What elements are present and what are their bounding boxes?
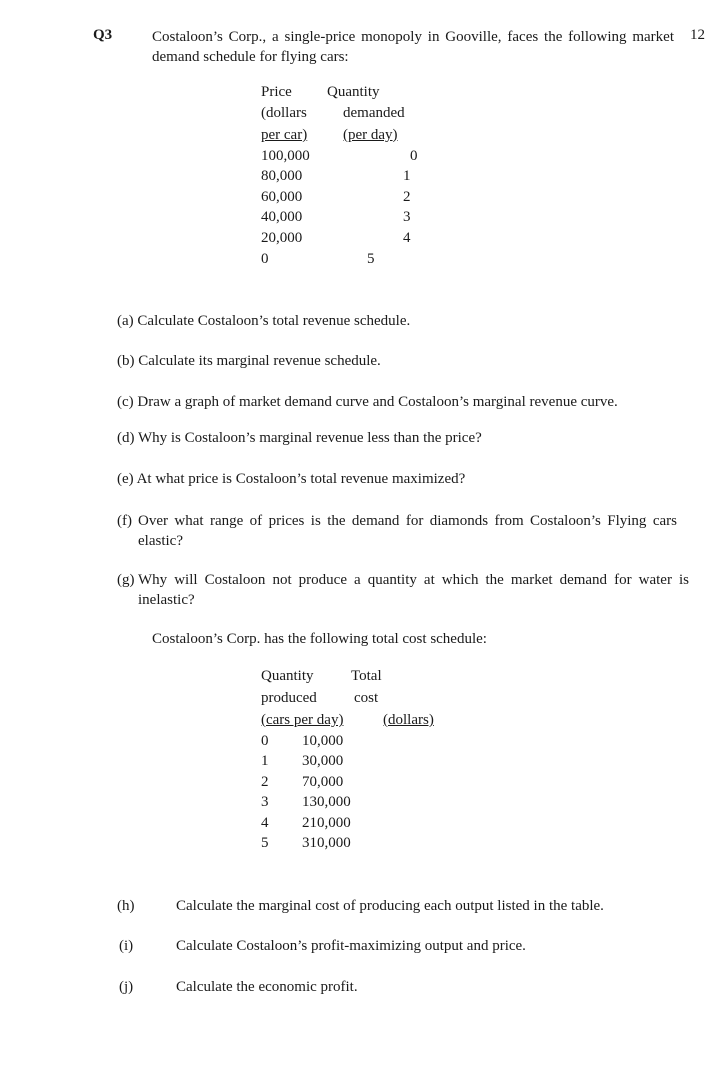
question-marks: 12: [690, 27, 705, 43]
demand-quantity-cell: 1: [403, 168, 411, 184]
part-text: At what price is Costaloon’s total revenue maximized?: [136, 471, 466, 487]
cost-header-quantity-3: (cars per day): [261, 712, 344, 728]
part-text: Calculate Costaloon’s total revenue schedule.: [137, 313, 411, 329]
part-label: (g): [117, 572, 135, 588]
part-label: (d): [117, 430, 135, 446]
demand-price-cell: 20,000: [261, 230, 303, 246]
cost-value-cell: 10,000: [302, 733, 344, 749]
cost-header-cost-2: cost: [354, 690, 379, 706]
part-text: Why will Costaloon not produce a quantity at which the market demand for water is inelastic?: [138, 572, 689, 608]
demand-header-quantity-1: Quantity: [327, 84, 380, 100]
question-number: Q3: [93, 27, 113, 43]
demand-quantity-cell: 2: [403, 189, 411, 205]
part-text: Draw a graph of market demand curve and Costaloon’s marginal revenue curve.: [137, 394, 618, 410]
part-j-text: Calculate the economic profit.: [176, 979, 358, 995]
question-intro: Costaloon’s Corp., a single-price monopoly in Gooville, faces the following market demand schedule for flying cars:: [152, 29, 674, 65]
part-a: [117, 313, 410, 330]
demand-header-price-3: per car): [261, 127, 308, 143]
cost-quantity-cell: 2: [261, 774, 269, 790]
demand-quantity-cell: 4: [403, 230, 411, 246]
part-text: Over what range of prices is the demand for diamonds from Costaloon’s Flying cars elastic?: [138, 513, 677, 549]
part-j-label: (j): [119, 979, 134, 995]
cost-header-cost-3: (dollars): [383, 712, 434, 728]
part-e: [117, 471, 465, 488]
cost-value-cell: 210,000: [302, 815, 351, 831]
demand-header-quantity-3: (per day): [343, 127, 398, 143]
cost-value-cell: 130,000: [302, 794, 351, 810]
cost-header-quantity-2: produced: [261, 690, 317, 706]
demand-header-quantity-2: demanded: [343, 105, 405, 121]
part-h-text: Calculate the marginal cost of producing each output listed in the table.: [176, 898, 604, 914]
part-label: (c): [117, 394, 134, 410]
cost-quantity-cell: 3: [261, 794, 269, 810]
part-c: [117, 394, 618, 411]
demand-quantity-cell: 3: [403, 209, 411, 225]
cost-quantity-cell: 0: [261, 733, 269, 749]
part-b: [117, 353, 381, 370]
part-label: (e): [117, 471, 134, 487]
cost-quantity-cell: 5: [261, 835, 269, 851]
demand-quantity-cell: 0: [410, 148, 418, 164]
part-i-label: (i): [119, 938, 134, 954]
part-d: [117, 430, 482, 447]
cost-quantity-cell: 1: [261, 753, 269, 769]
cost-quantity-cell: 4: [261, 815, 269, 831]
part-h-label: (h): [117, 898, 135, 914]
part-label: (b): [117, 353, 135, 369]
cost-value-cell: 310,000: [302, 835, 351, 851]
demand-price-cell: 60,000: [261, 189, 303, 205]
part-label: (a): [117, 313, 134, 329]
cost-intro: Costaloon’s Corp. has the following total cost schedule:: [152, 631, 487, 647]
cost-header-quantity-1: Quantity: [261, 668, 314, 684]
demand-header-price-1: Price: [261, 84, 292, 100]
cost-header-cost-1: Total: [351, 668, 382, 684]
demand-price-cell: 100,000: [261, 148, 310, 164]
cost-value-cell: 70,000: [302, 774, 344, 790]
demand-quantity-cell: 5: [367, 251, 375, 267]
demand-price-cell: 40,000: [261, 209, 303, 225]
part-i-text: Calculate Costaloon’s profit-maximizing output and price.: [176, 938, 526, 954]
demand-price-cell: 0: [261, 251, 269, 267]
part-label: (f): [117, 513, 132, 529]
demand-price-cell: 80,000: [261, 168, 303, 184]
part-g: [117, 570, 689, 610]
part-text: Why is Costaloon’s marginal revenue less than the price?: [137, 430, 482, 446]
part-text: Calculate its marginal revenue schedule.: [138, 353, 381, 369]
cost-value-cell: 30,000: [302, 753, 344, 769]
demand-header-price-2: (dollars: [261, 105, 307, 121]
part-f: [117, 511, 677, 551]
